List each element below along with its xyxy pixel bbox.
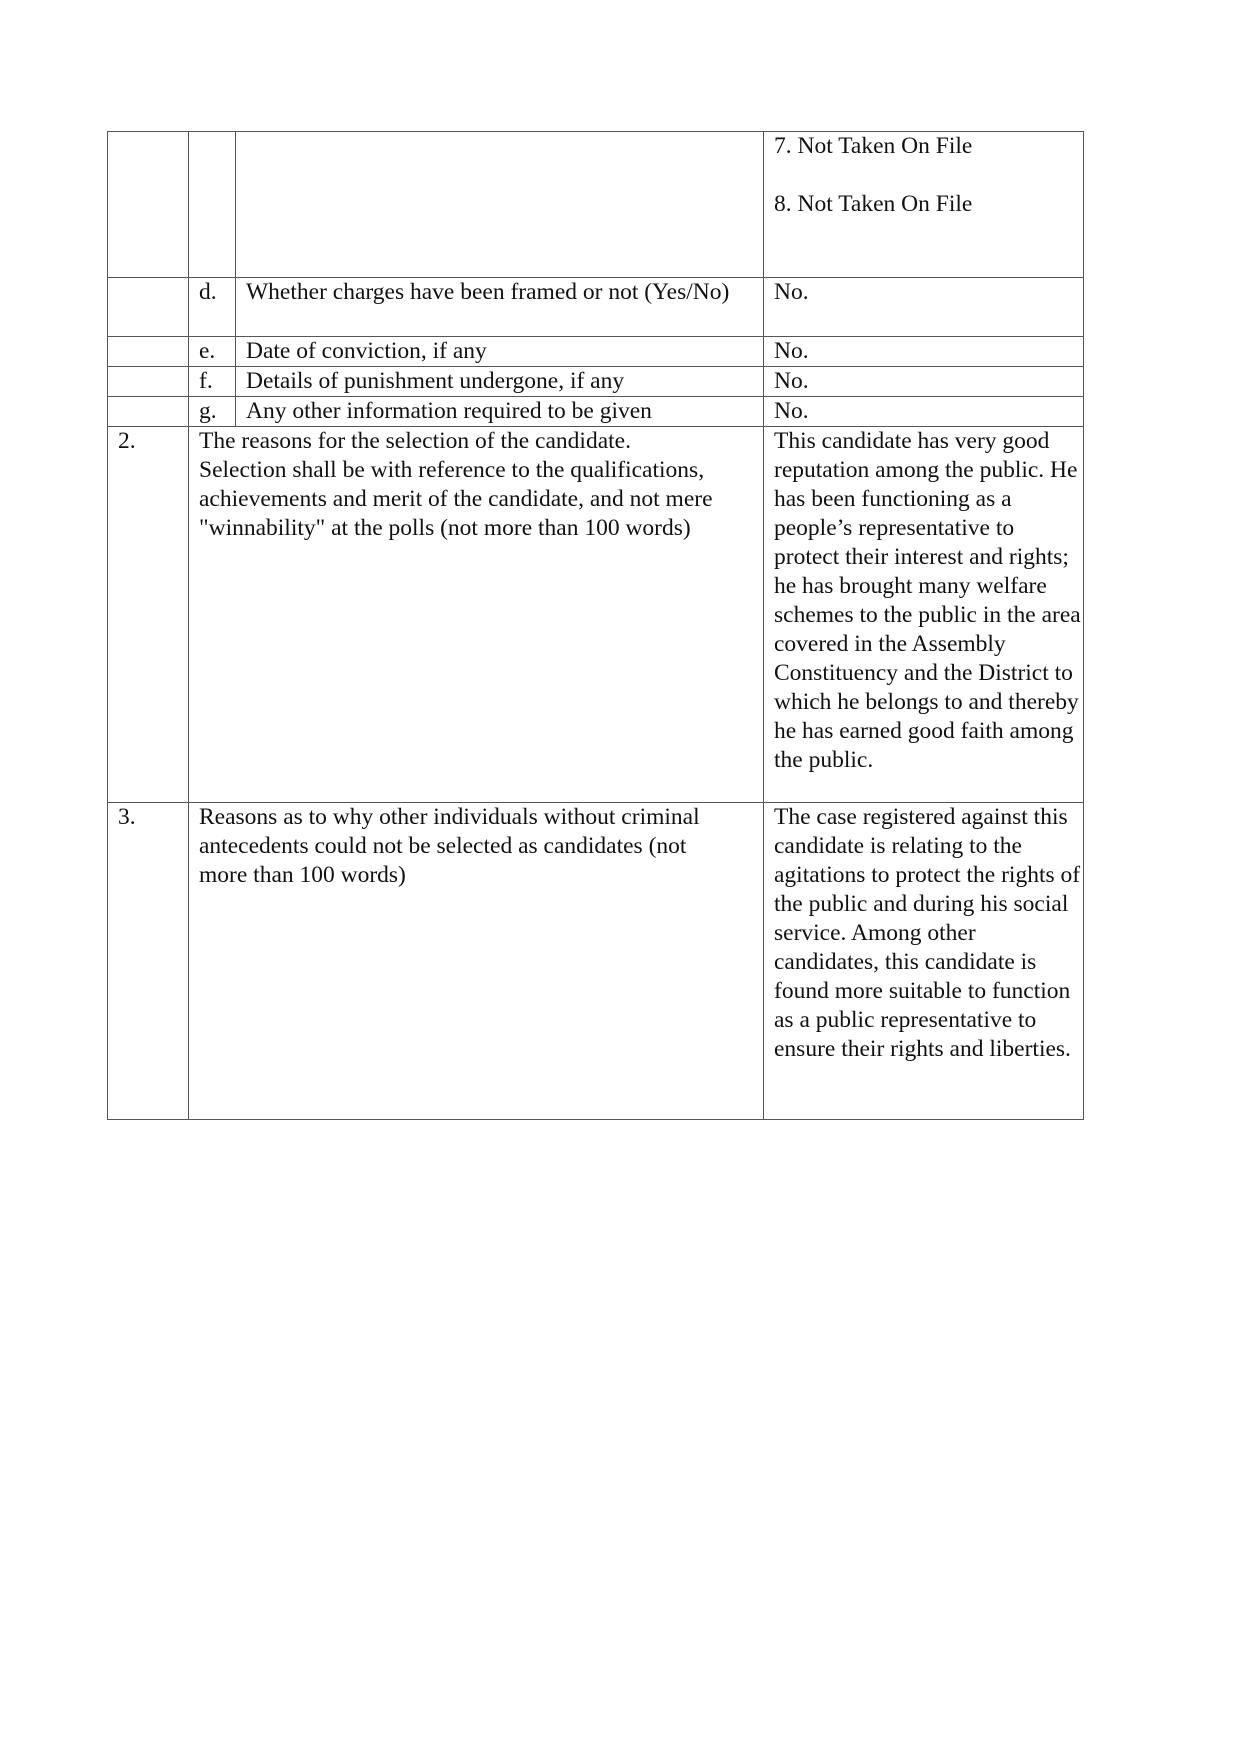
cell-number-empty — [108, 397, 189, 427]
item-letter: g. — [189, 397, 236, 427]
item-letter: e. — [189, 337, 236, 367]
table-row-d — [108, 278, 1084, 337]
question-line: The reasons for the selection of the candidate. — [199, 428, 631, 454]
question-line: achievements and merit of the candidate, and not mere — [199, 486, 713, 512]
row-number: 3. — [108, 803, 189, 1120]
row-answer: This candidate has very good reputation among the public. He has been functioning as a people’s representative to protect their interest and rights; he has brought many welfare schemes to the public in the area covered in the Assembly Constituency and the District to which he belongs to and thereby he has earned good faith among the public. — [764, 427, 1084, 803]
item-answer: No. — [764, 367, 1084, 397]
table-row-continuation — [108, 132, 1084, 278]
question-line: Selection shall be with reference to the qualifications, — [199, 457, 705, 483]
table-row-f — [108, 367, 1084, 397]
answer-item-8: 8. Not Taken On File — [774, 191, 973, 217]
item-question: Date of conviction, if any — [236, 337, 764, 367]
question-line: "winnability" at the polls (not more than 100 words) — [199, 515, 691, 541]
cell-number-empty — [108, 132, 189, 278]
row-answer: The case registered against this candidate is relating to the agitations to protect the rights of the public and during his social service. Among other candidates, this candidate is found more suitable to function as a public representative to ensure their rights and liberties. — [764, 803, 1084, 1120]
table-row-3 — [108, 803, 1084, 1120]
question-line: more than 100 words) — [199, 862, 406, 888]
question-line: Reasons as to why other individuals without criminal — [199, 804, 700, 830]
item-question: Whether charges have been framed or not (Yes/No) — [236, 278, 764, 337]
item-question: Any other information required to be given — [236, 397, 764, 427]
table-row-e — [108, 337, 1084, 367]
cell-number-empty — [108, 278, 189, 337]
item-answer: No. — [764, 337, 1084, 367]
row-question — [189, 803, 764, 1120]
disclosure-table — [107, 131, 1084, 1120]
cell-number-empty — [108, 337, 189, 367]
item-letter: d. — [189, 278, 236, 337]
cell-letter-empty — [189, 132, 236, 278]
spacer — [774, 161, 1083, 190]
item-answer: No. — [764, 397, 1084, 427]
table-row-2 — [108, 427, 1084, 803]
item-question: Details of punishment undergone, if any — [236, 367, 764, 397]
cell-number-empty — [108, 367, 189, 397]
cell-question-empty — [236, 132, 764, 278]
row-question — [189, 427, 764, 803]
cell-answer-list — [764, 132, 1084, 278]
answer-item-7: 7. Not Taken On File — [774, 133, 973, 159]
item-answer: No. — [764, 278, 1084, 337]
table-row-g — [108, 397, 1084, 427]
row-number: 2. — [108, 427, 189, 803]
question-line: antecedents could not be selected as candidates (not — [199, 833, 687, 859]
item-letter: f. — [189, 367, 236, 397]
